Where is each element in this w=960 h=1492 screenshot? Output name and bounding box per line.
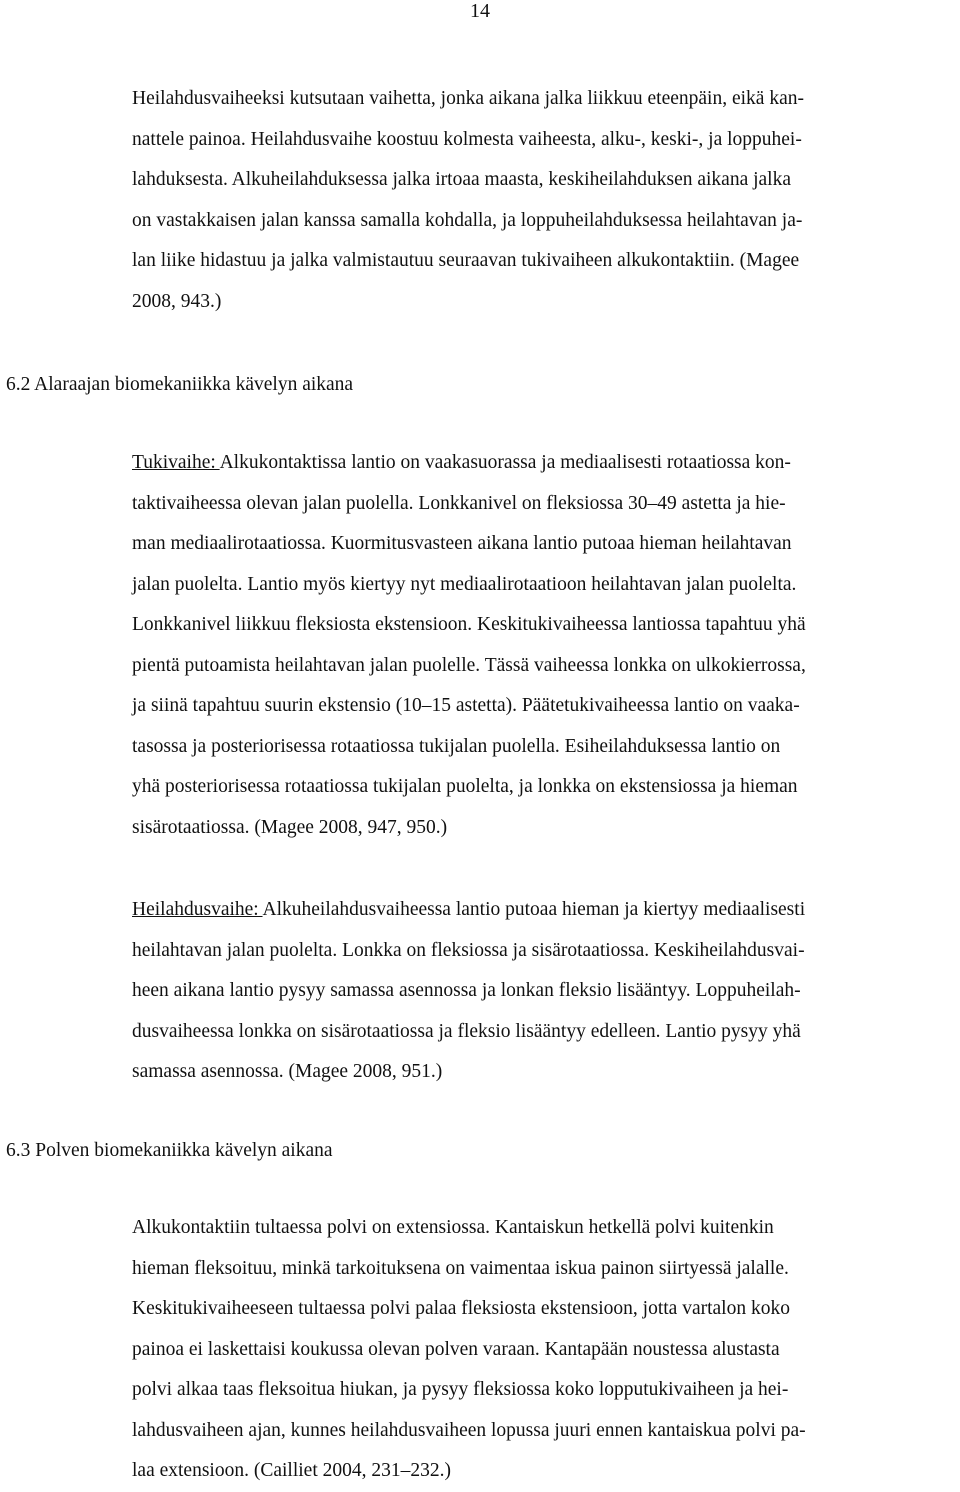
text-line: Heilahdusvaiheeksi kutsutaan vaihetta, jonka aikana jalka liikkuu eteenpäin, eikä kan- [132, 88, 804, 109]
text-line: Keskitukivaiheeseen tultaessa polvi palaa fleksiosta ekstensioon, jotta vartalon koko [132, 1298, 790, 1319]
text-line: ja siinä tapahtuu suurin ekstensio (10–15 astetta). Päätetukivaiheessa lantio on vaaka- [132, 695, 800, 716]
page-number: 14 [470, 0, 490, 22]
text-line: jalan puolelta. Lantio myös kiertyy nyt mediaalirotaatioon heilahtavan jalan puolelta. [132, 573, 797, 595]
text-line: tasossa ja posteriorisessa rotaatiossa tukijalan puolella. Esiheilahduksessa lantio on [132, 735, 781, 757]
paragraph-stance-phase [132, 443, 960, 848]
text-line: heen aikana lantio pysyy samassa asennossa ja lonkan fleksio lisääntyy. Loppuheilah- [132, 980, 801, 1001]
text-line: yhä posteriorisessa rotaatiossa tukijalan puolelta, ja lonkka on ekstensiossa ja hieman [132, 776, 798, 797]
section-heading-6-2: 6.2 Alaraajan biomekaniikka kävelyn aikana [6, 374, 354, 395]
text-line: lan liike hidastuu ja jalka valmistautuu seuraavan tukivaiheen alkukontaktiin. (Magee [132, 250, 800, 271]
text-line: painoa ei laskettaisi koukussa olevan polven varaan. Kantapään noustessa alustasta [132, 1338, 780, 1360]
paragraph-knee-biomechanics [132, 1208, 960, 1492]
text-line [132, 890, 960, 931]
text-line [132, 443, 960, 484]
text-line: laa extensioon. (Cailliet 2004, 231–232.) [132, 1460, 451, 1481]
text-line: polvi alkaa taas fleksoitua hiukan, ja pysyy fleksiossa koko lopputukivaiheen ja hei- [132, 1379, 789, 1400]
swing-phase-label: Heilahdusvaihe: [132, 899, 263, 920]
paragraph-swing-phase [132, 890, 960, 1093]
text-line: dusvaiheessa lonkka on sisärotaatiossa ja fleksio lisääntyy edelleen. Lantio pysyy yhä [132, 1020, 801, 1042]
text-line: lahduksesta. Alkuheilahduksessa jalka irtoaa maasta, keskiheilahduksen aikana jalka [132, 169, 792, 190]
section-heading-6-3: 6.3 Polven biomekaniikka kävelyn aikana [6, 1140, 333, 1161]
text-line: Lonkkanivel liikkuu fleksiosta ekstensioon. Keskitukivaiheessa lantiossa tapahtuu yhä [132, 614, 806, 635]
paragraph-swing-phase-intro [132, 79, 960, 322]
text-line: samassa asennossa. (Magee 2008, 951.) [132, 1061, 443, 1082]
text-fragment: Alkuheilahdusvaiheessa lantio putoaa hieman ja kiertyy mediaalisesti [262, 899, 806, 920]
text-line: taktivaiheessa olevan jalan puolella. Lonkkanivel on fleksiossa 30–49 astetta ja hie- [132, 492, 786, 514]
text-line: nattele painoa. Heilahdusvaihe koostuu kolmesta vaiheesta, alku-, keski-, ja loppuhei- [132, 128, 802, 150]
text-line: heilahtavan jalan puolelta. Lonkka on fleksiossa ja sisärotaatiossa. Keskiheilahdusvai- [132, 939, 805, 961]
text-line: lahdusvaiheen ajan, kunnes heilahdusvaiheen lopussa juuri ennen kantaiskua polvi pa- [132, 1419, 806, 1441]
text-line: Alkukontaktiin tultaessa polvi on extensiossa. Kantaiskun hetkellä polvi kuitenkin [132, 1217, 774, 1238]
text-line: 2008, 943.) [132, 290, 222, 312]
stance-phase-label: Tukivaihe: [132, 452, 220, 473]
text-line: hieman fleksoituu, minkä tarkoituksena on vaimentaa iskua painon siirtyessä jalalle. [132, 1257, 789, 1279]
text-line: on vastakkaisen jalan kanssa samalla kohdalla, ja loppuheilahduksessa heilahtavan ja- [132, 209, 803, 231]
text-fragment: Alkukontaktissa lantio on vaakasuorassa ja mediaalisesti rotaatiossa kon- [219, 452, 791, 473]
text-line: sisärotaatiossa. (Magee 2008, 947, 950.) [132, 816, 448, 838]
text-line: pientä putoamista heilahtavan jalan puolelle. Tässä vaiheessa lonkka on ulkokierrossa, [132, 654, 806, 676]
text-line: man mediaalirotaatiossa. Kuormitusvasteen aikana lantio putoaa hieman heilahtavan [132, 533, 792, 554]
